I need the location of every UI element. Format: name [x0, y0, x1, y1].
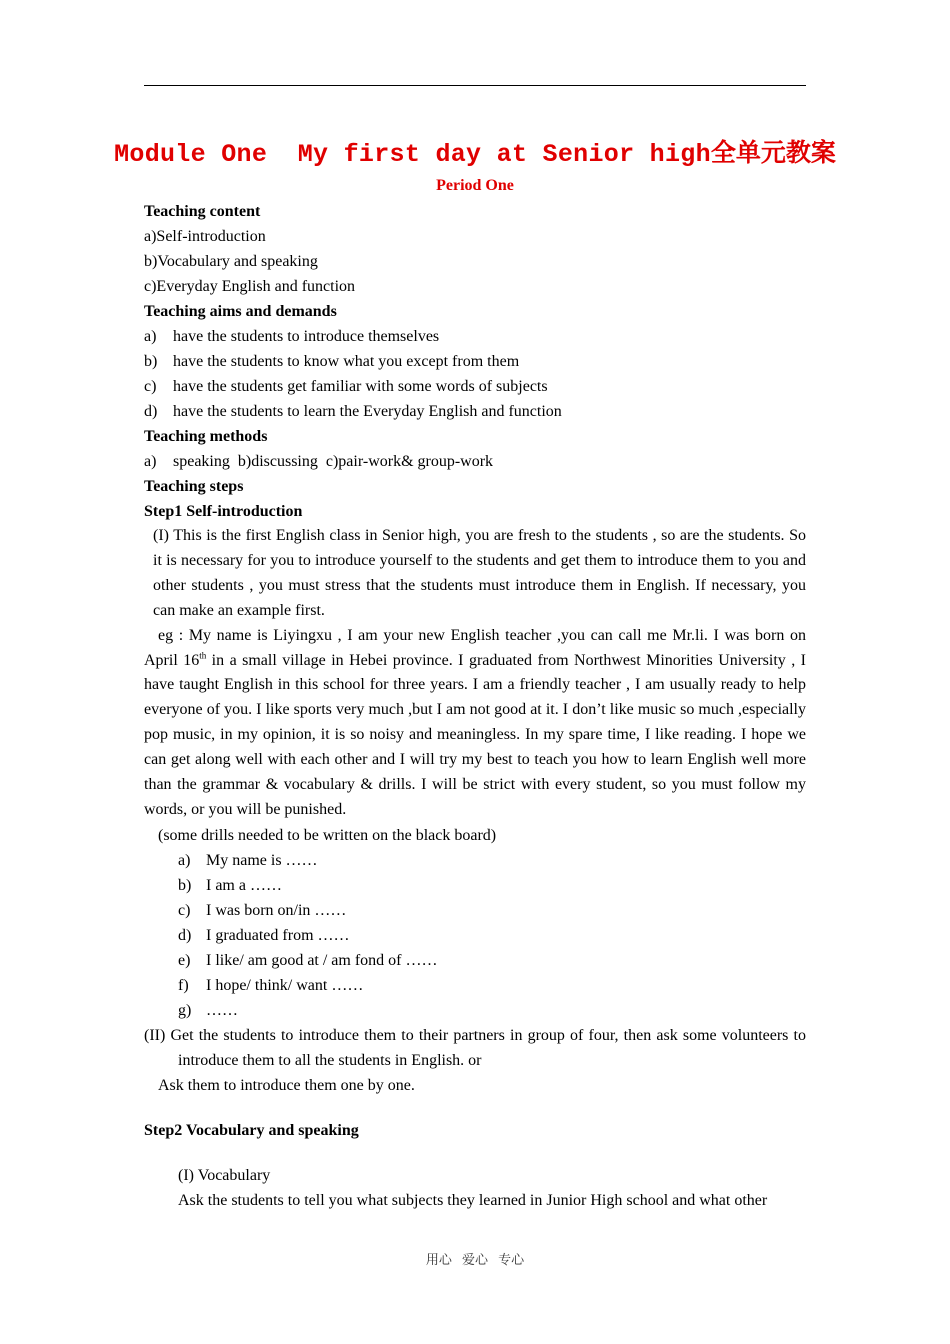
aim-label: d) — [144, 403, 158, 420]
drill-text: I am a …… — [206, 876, 282, 894]
drill-text: I hope/ think/ want …… — [206, 976, 364, 994]
step2-subheading: (I) Vocabulary — [178, 1166, 271, 1184]
drill-item — [144, 848, 806, 873]
aim-text: have the students to introduce themselves — [173, 328, 440, 345]
aim-label: c) — [144, 378, 157, 395]
content-item: b)Vocabulary and speaking — [144, 253, 318, 270]
step1-heading: Step1 Self-introduction — [144, 503, 303, 520]
drill-item — [144, 873, 806, 898]
step2-heading: Step2 Vocabulary and speaking — [144, 1121, 359, 1139]
aim-item — [144, 324, 806, 349]
drill-item — [144, 998, 806, 1023]
example-text-a: eg : My name is Liyingxu , I am your new English teacher ,you can call me Mr.li. I was born on April 16 — [144, 626, 806, 669]
step1-part2-continued: Ask them to introduce them one by one. — [158, 1076, 415, 1094]
drill-text: My name is …… — [206, 851, 318, 869]
method-label: a) — [144, 453, 157, 470]
drill-text: I graduated from …… — [206, 926, 350, 944]
aim-item — [144, 349, 806, 374]
aim-text: have the students get familiar with some words of subjects — [173, 378, 548, 395]
page-footer: 用心 爱心 专心 — [425, 1253, 525, 1268]
step2-text: Ask the students to tell you what subjects they learned in Junior High school and what other — [178, 1191, 768, 1209]
drill-label: e) — [178, 951, 191, 969]
document-body — [144, 199, 806, 1213]
aim-item — [144, 374, 806, 399]
drill-label: d) — [178, 926, 192, 944]
drill-item — [144, 948, 806, 973]
header-rule — [144, 85, 806, 86]
method-item — [144, 449, 806, 474]
drill-text: …… — [206, 1001, 238, 1019]
example-superscript: th — [199, 650, 207, 661]
teaching-steps-heading: Teaching steps — [144, 478, 244, 495]
teaching-aims-heading: Teaching aims and demands — [144, 303, 337, 320]
period-subtitle: Period One — [436, 177, 514, 194]
teaching-content-heading: Teaching content — [144, 203, 261, 220]
document-title — [0, 133, 950, 169]
aim-label: b) — [144, 353, 158, 370]
drill-label: b) — [178, 876, 192, 894]
method-text: speaking b)discussing c)pair-work& group-work — [173, 453, 494, 470]
drill-label: a) — [178, 851, 191, 869]
drill-label: g) — [178, 1001, 192, 1019]
aim-text: have the students to know what you except from them — [173, 353, 520, 370]
drills-note: (some drills needed to be written on the black board) — [158, 826, 497, 844]
spacer — [144, 1098, 806, 1118]
teaching-methods-heading: Teaching methods — [144, 428, 268, 445]
aim-text: have the students to learn the Everyday English and function — [173, 403, 562, 420]
drill-label: c) — [178, 901, 191, 919]
drill-item — [144, 923, 806, 948]
content-item: c)Everyday English and function — [144, 278, 356, 295]
title-cjk: 全单元教案 — [710, 138, 836, 167]
title-latin: Module One My first day at Senior high — [114, 140, 711, 169]
aim-label: a) — [144, 328, 157, 345]
step1-part2: (II) Get the students to introduce them to their partners in group of four, then ask some volunteers to introduce them to all the students in English. or — [144, 1026, 806, 1069]
drill-text: I was born on/in …… — [206, 901, 347, 919]
example-paragraph — [144, 624, 806, 823]
drill-item — [144, 898, 806, 923]
drill-item — [144, 973, 806, 998]
content-item: a)Self-introduction — [144, 228, 266, 245]
drill-label: f) — [178, 976, 189, 994]
drill-text: I like/ am good at / am fond of …… — [206, 951, 438, 969]
spacer — [144, 1143, 806, 1163]
aim-item — [144, 399, 806, 424]
step1-paragraph: (I) This is the first English class in Senior high, you are fresh to the students , so are the students. So it is necessary for you to introduce yourself to the students and get them to introduce them to you and other students , you must stress that the students must introduce them in English. If necessary, you can make an example first. — [153, 527, 806, 619]
example-text-b: in a small village in Hebei province. I graduated from Northwest Minorities University , I have taught English in this school for three years. I am a friendly teacher , I am usually ready to help everyone of you. I like sports very much ,but I am not good at it. I don’t like music so much ,especially pop music, in my opinion, it is so noisy and meaningless. In my spare time, I like reading. I hope we can get along well with each other and I will try my best to teach you how to learn English well more than the grammar & vocabulary & drills. I will be strict with every student, so you must follow my words, or you will be punished. — [144, 651, 806, 818]
